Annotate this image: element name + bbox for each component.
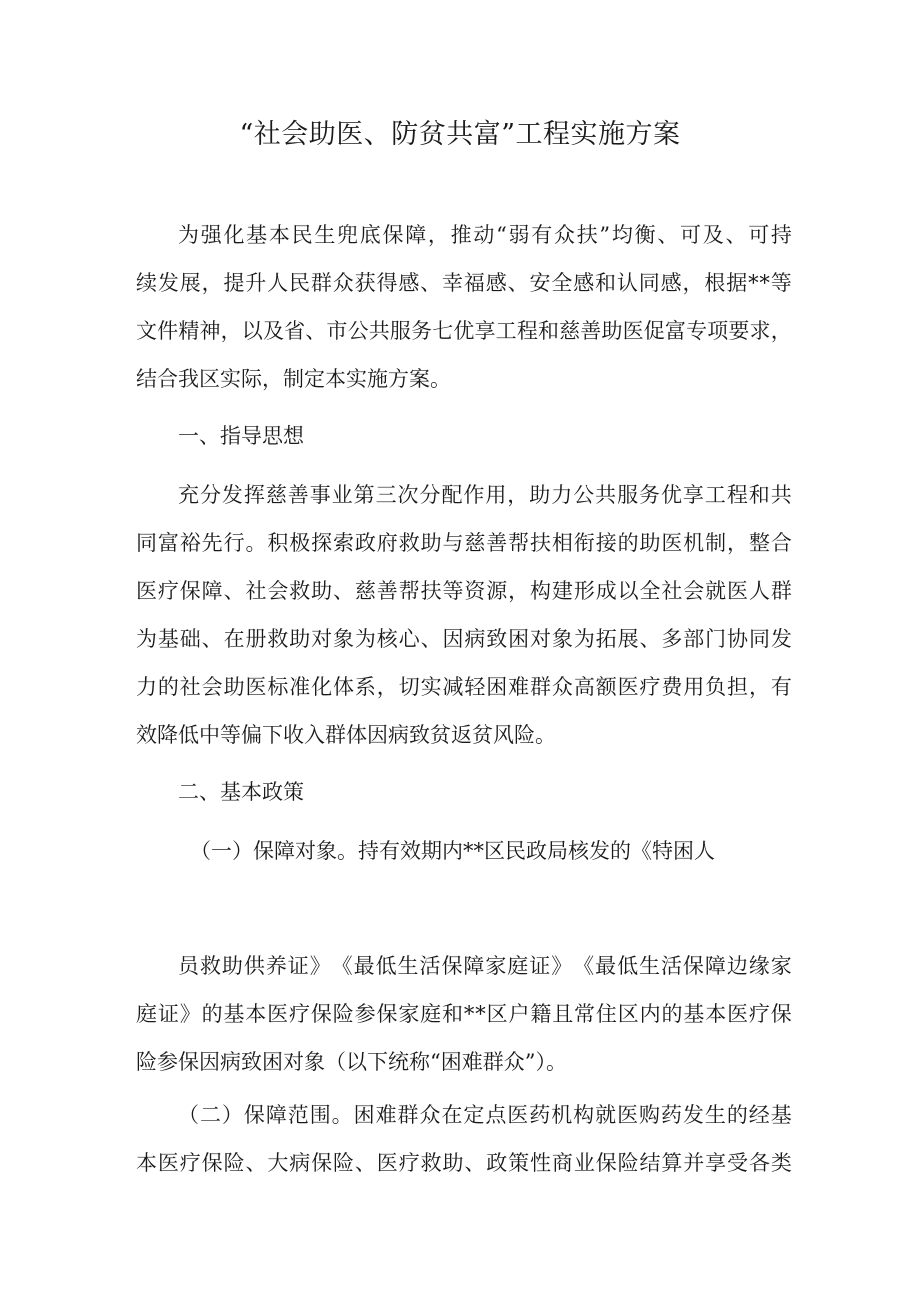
justified-line: 充 分 发 挥 慈 善 事 业 第 三 次 分 配 作 用 ， 助 力 公 共 服 务 优 享 工 程 和 共 (178, 483, 792, 507)
justified-line: 医 疗 保 障 、 社 会 救 助 、 慈 善 帮 扶 等 资 源 ， 构 建 形 成 以 全 社 会 就 医 人 群 (136, 579, 792, 603)
justified-line: 力 的 社 会 助 医 标 准 化 体 系 ， 切 实 减 轻 困 难 群 众 高 额 医 疗 费 用 负 担 ， 有 (136, 675, 792, 699)
paragraph-last-line: 结合我区实际，制定本实施方案。 (136, 367, 451, 391)
justified-line: 续 发 展 ， 提 升 人 民 群 众 获 得 感 、 幸 福 感 、 安 全 感 和 认 同 感 ， 根 据 * * 等 (136, 271, 792, 295)
intro-paragraph (136, 211, 792, 403)
justified-line: 庭 证 》 的 基 本 医 疗 保 险 参 保 家 庭 和 * * 区 户 籍 且 常 住 区 内 的 基 本 医 疗 保 (136, 1002, 792, 1026)
section1-paragraph (136, 471, 792, 759)
document-title: “社会助医、防贫共富”工程实施方案 (239, 119, 681, 150)
item2-paragraph (136, 1091, 792, 1187)
justified-line: （ 二 ） 保 障 范 围 。 困 难 群 众 在 定 点 医 药 机 构 就 医 购 药 发 生 的 经 基 (178, 1103, 792, 1127)
paragraph-last-line: 险参保因病致困对象（以下统称“困难群众”）。 (136, 1050, 567, 1074)
item1-first-line: （一）保障对象。持有效期内**区民政局核发的《特困人 (190, 839, 715, 863)
justified-line: 文 件 精 神 ， 以 及 省 、 市 公 共 服 务 七 优 享 工 程 和 慈 善 助 医 促 富 专 项 要 求 ， (136, 319, 792, 343)
section-heading-basic-policy: 二、基本政策 (178, 780, 304, 804)
justified-line: 同 富 裕 先 行 。 积 极 探 索 政 府 救 助 与 慈 善 帮 扶 相 衔 接 的 助 医 机 制 ， 整 合 (136, 531, 792, 555)
item1-continuation (136, 942, 792, 1086)
justified-line: 员 救 助 供 养 证 》 《 最 低 生 活 保 障 家 庭 证 》 《 最 低 生 活 保 障 边 缘 家 (178, 954, 792, 978)
justified-line: 本 医 疗 保 险 、 大 病 保 险 、 医 疗 救 助 、 政 策 性 商 业 保 险 结 算 并 享 受 各 类 (136, 1151, 792, 1175)
justified-line: 为 强 化 基 本 民 生 兜 底 保 障 ， 推 动 “ 弱 有 众 扶 ” 均 衡 、 可 及 、 可 持 (178, 223, 792, 247)
paragraph-last-line: 效降低中等偏下收入群体因病致贫返贫风险。 (136, 723, 556, 747)
section-heading-guiding-ideology: 一、指导思想 (178, 424, 304, 448)
justified-line: 为 基 础 、 在 册 救 助 对 象 为 核 心 、 因 病 致 困 对 象 为 拓 展 、 多 部 门 协 同 发 (136, 627, 792, 651)
